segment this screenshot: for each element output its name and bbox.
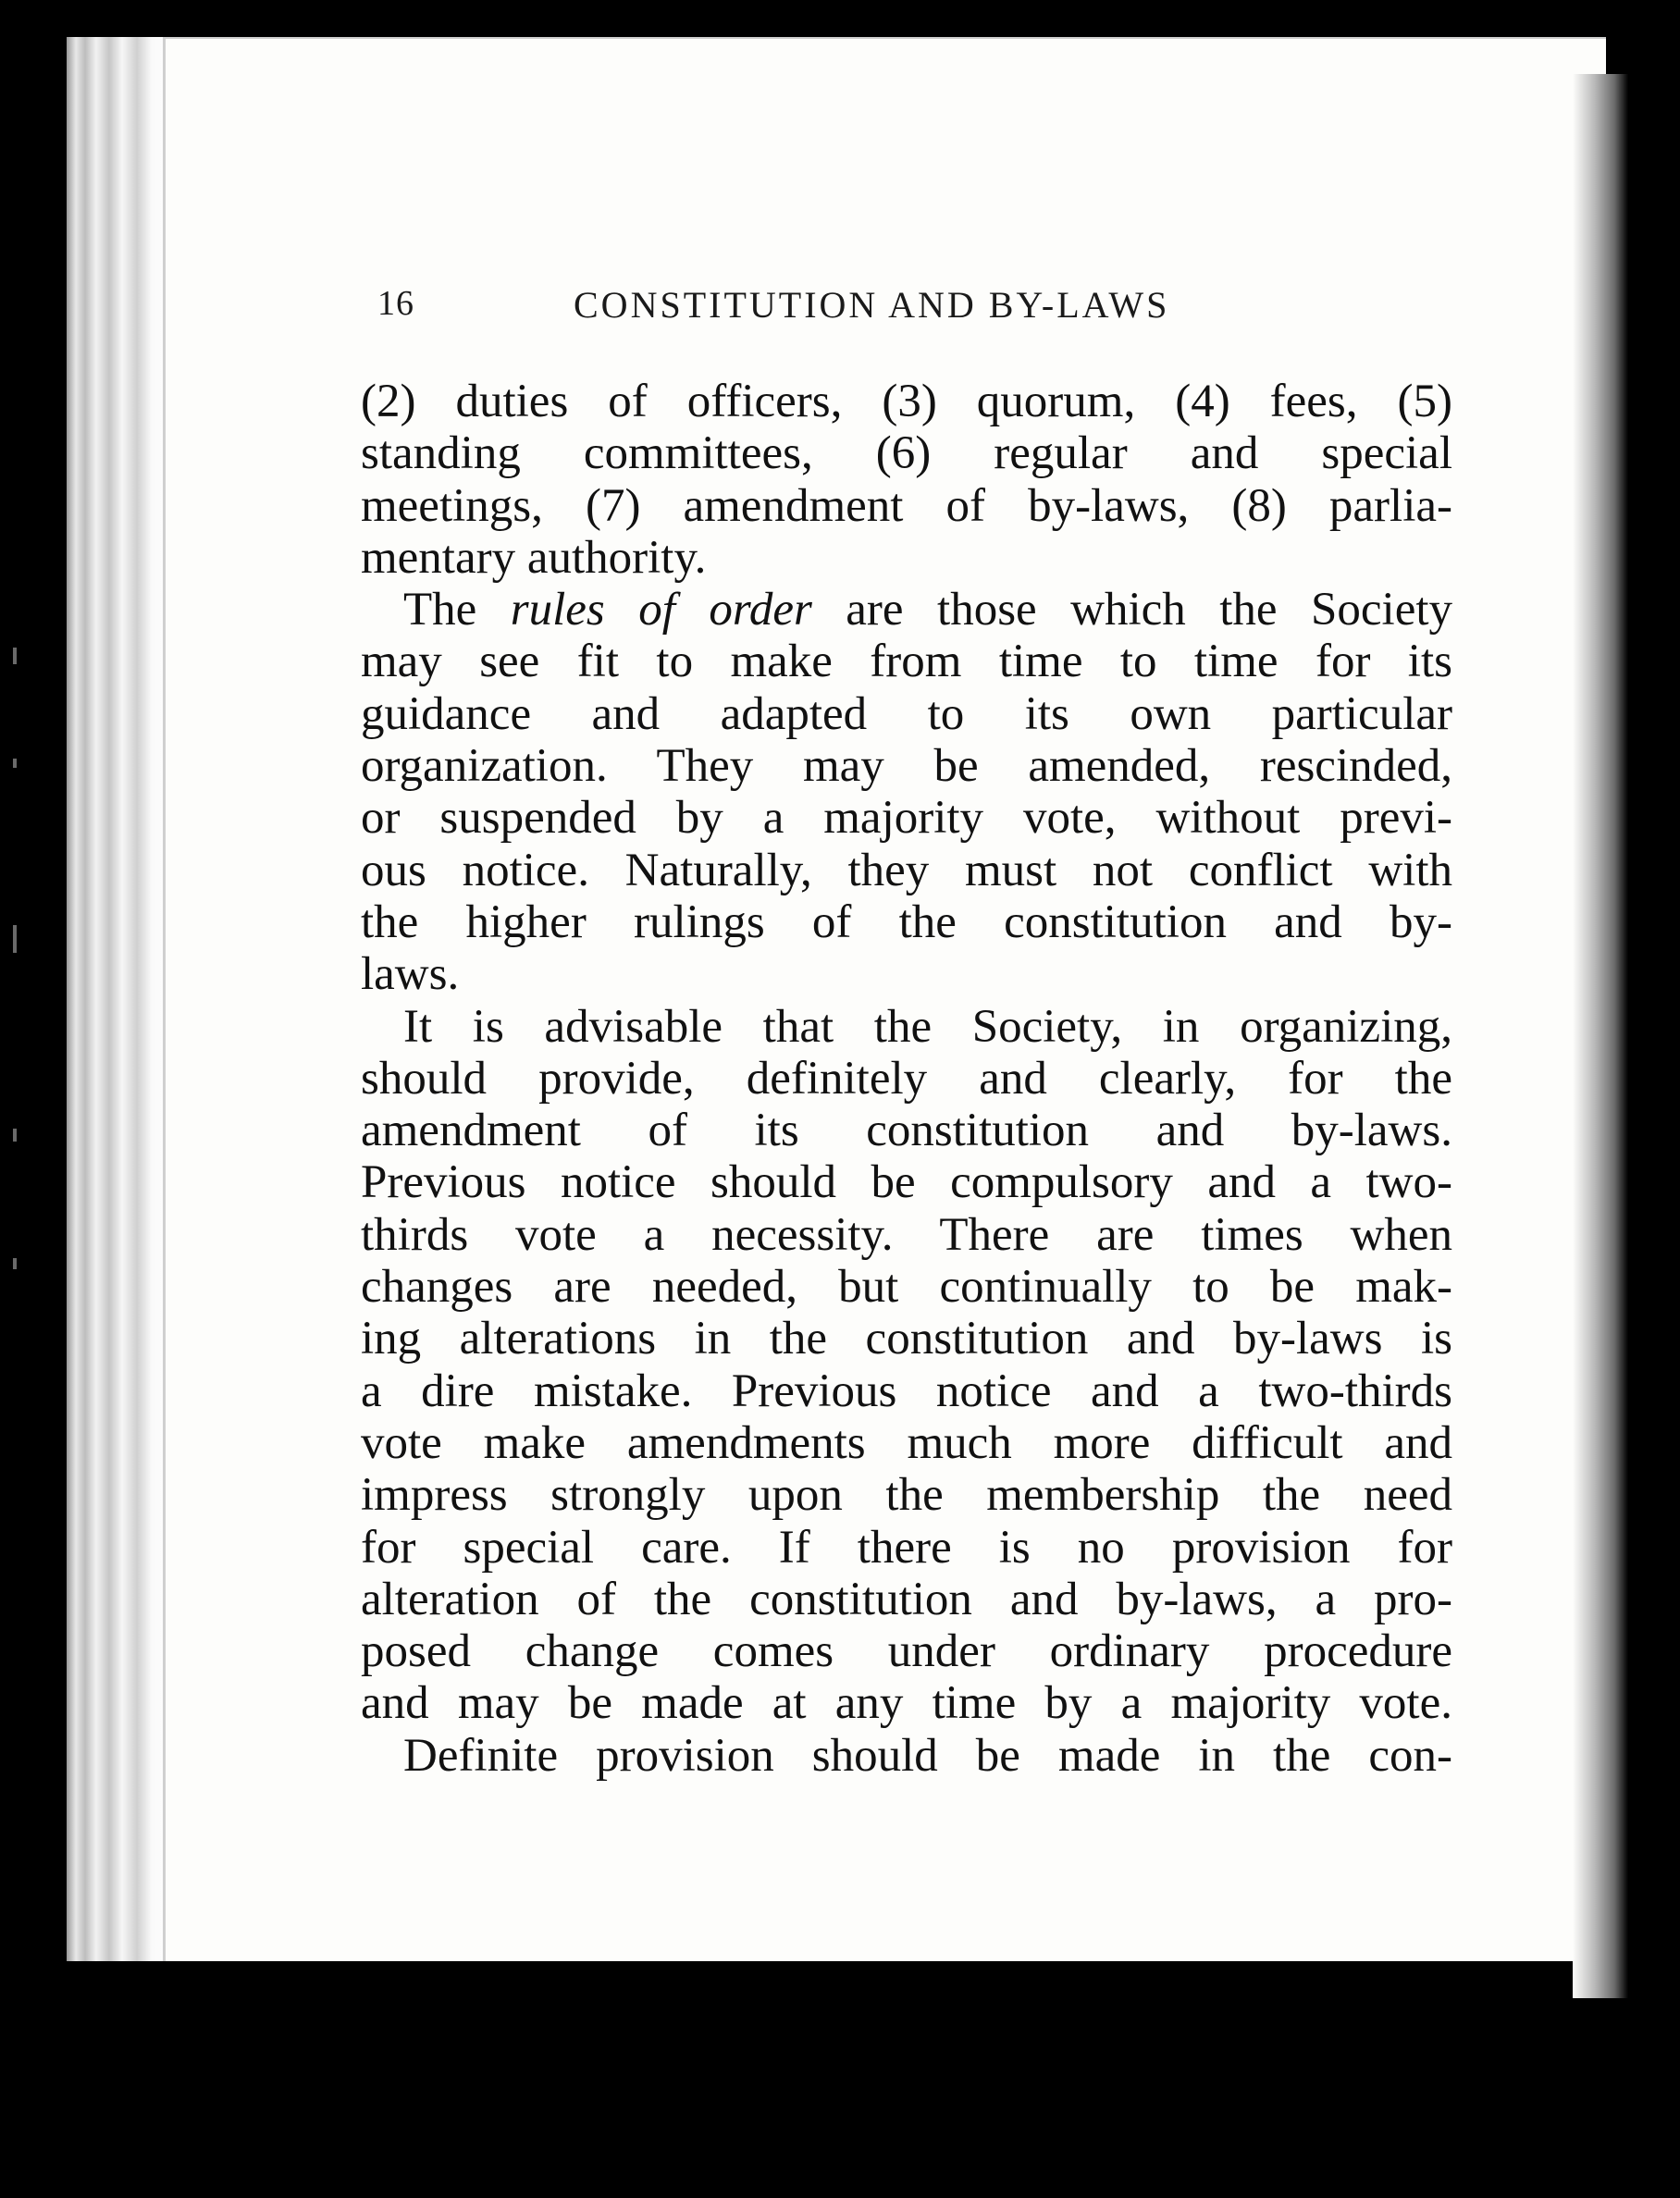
speck <box>13 925 17 953</box>
text-line: alteration of the constitution and by-laws, a pro- <box>361 1573 1452 1625</box>
page-stack-edges <box>67 37 170 1961</box>
paragraph <box>361 376 1452 584</box>
text-run: The <box>403 584 511 636</box>
page-number: 16 <box>377 284 414 323</box>
text-line: thirds vote a necessity. There are times when <box>361 1208 1452 1261</box>
text-line: mentary authority. <box>361 531 707 584</box>
paragraph <box>361 584 1452 1000</box>
text-line: impress strongly upon the membership the need <box>361 1469 1452 1522</box>
italic-term: rules of order <box>510 584 812 636</box>
gutter-shadow <box>1573 74 1628 1998</box>
text-line: or suspended by a majority vote, without previ- <box>361 792 1452 845</box>
body-text <box>361 376 1452 1782</box>
text-line: and may be made at any time by a majority vote. <box>361 1677 1452 1730</box>
text-line: guidance and adapted to its own particular <box>361 687 1452 740</box>
text-line <box>361 1001 1452 1053</box>
text-line: should provide, definitely and clearly, for the <box>361 1052 1452 1105</box>
page-header <box>377 283 1266 339</box>
scan-specks <box>13 648 19 1277</box>
text-run: are those which the Society <box>811 584 1453 636</box>
text-line: (2) duties of officers, (3) quorum, (4) fees, (5) <box>361 376 1452 427</box>
paragraph <box>361 1730 1452 1782</box>
text-line <box>361 1730 1452 1782</box>
text-line <box>361 584 1452 636</box>
text-run: It is advisable that the Society, in organizing, <box>403 1000 1452 1053</box>
text-line: changes are needed, but continually to be mak- <box>361 1261 1452 1314</box>
text-run: Definite provision should be made in the con- <box>403 1729 1452 1782</box>
speck <box>13 759 17 768</box>
text-line: vote make amendments much more difficult and <box>361 1416 1452 1469</box>
text-line: the higher rulings of the constitution and by- <box>361 895 1452 948</box>
speck <box>13 1258 17 1269</box>
text-line: Previous notice should be compulsory and a two- <box>361 1156 1452 1209</box>
text-line: amendment of its constitution and by-laws. <box>361 1105 1452 1157</box>
text-line: standing committees, (6) regular and special <box>361 427 1452 480</box>
running-head: CONSTITUTION AND BY-LAWS <box>574 284 1170 326</box>
text-line: ing alterations in the constitution and by-laws is <box>361 1313 1452 1365</box>
text-line: organization. They may be amended, rescinded, <box>361 740 1452 793</box>
text-line: posed change comes under ordinary procedure <box>361 1625 1452 1678</box>
text-line: for special care. If there is no provision for <box>361 1521 1452 1574</box>
text-line: ous notice. Naturally, they must not conflict with <box>361 844 1452 896</box>
text-line: laws. <box>361 948 460 1001</box>
text-line: meetings, (7) amendment of by-laws, (8) parlia- <box>361 479 1452 532</box>
speck <box>13 648 17 664</box>
text-line: may see fit to make from time to time for its <box>361 636 1452 688</box>
paragraph <box>361 1001 1452 1730</box>
text-line: a dire mistake. Previous notice and a two-thirds <box>361 1364 1452 1417</box>
speck <box>13 1129 17 1142</box>
